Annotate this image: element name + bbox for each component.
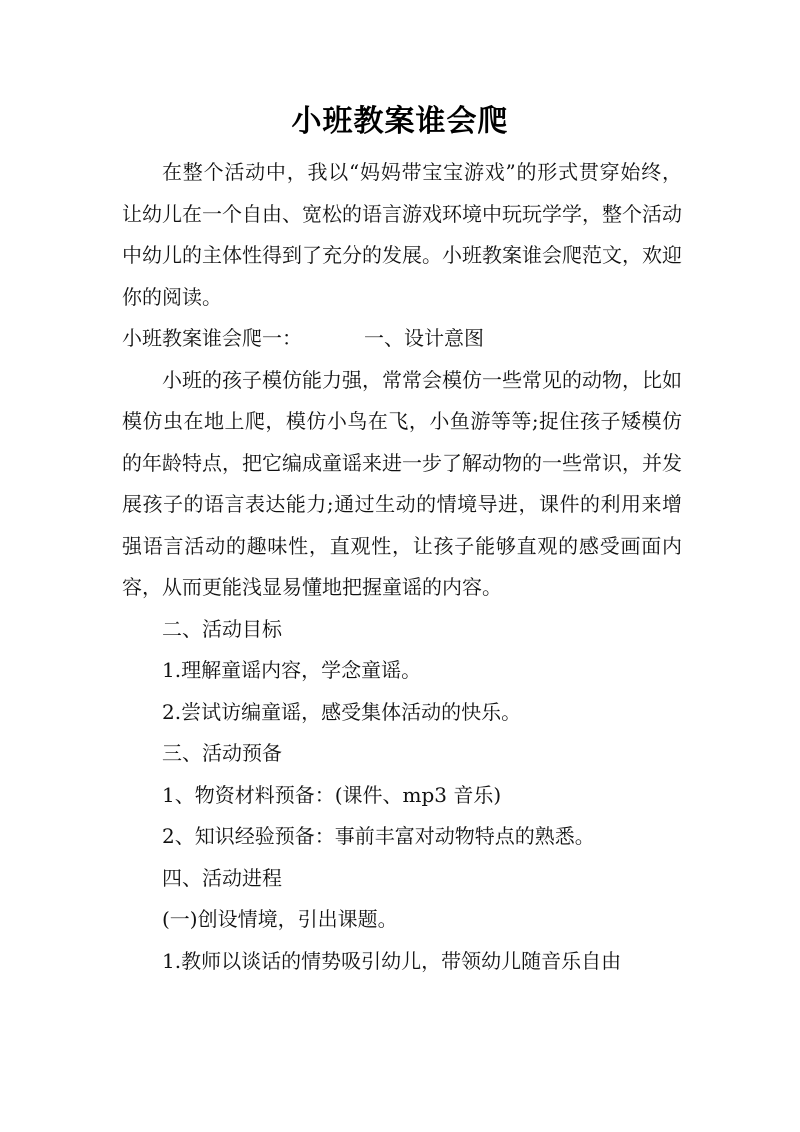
design-intent-paragraph: 小班的孩子模仿能力强，常常会模仿一些常见的动物，比如模仿虫在地上爬，模仿小鸟在飞，小鱼游等等;捉住孩子矮模仿的年龄特点，把它编成童谣来进一步了解动物的一些常识，并发展孩子的语言表达能力;通过生动的情境导进，课件的利用来增强语言活动的趣味性，直观性，让孩子能够直观的感受画面内容，从而更能浅显易懂地把握童谣的内容。 (122, 367, 682, 599)
goal-item-2: 2.尝试访编童谣，感受集体活动的快乐。 (162, 699, 522, 724)
section-heading-line (122, 318, 682, 360)
document-title: 小班教案谁会爬 (291, 104, 509, 139)
intro-paragraph: 在整个活动中，我以“妈妈带宝宝游戏”的形式贯穿始终，让幼儿在一个自由、宽松的语言游戏环境中玩玩学学，整个活动中幼儿的主体性得到了充分的发展。小班教案谁会爬范文，欢迎你的阅读。 (122, 160, 682, 309)
prep-item-1: 1、物资材料预备：(课件、mp3 音乐) (162, 782, 502, 807)
process-heading: 四、活动进程 (162, 865, 282, 890)
document-body (122, 152, 682, 982)
step-1-item-1: 1.教师以谈话的情势吸引幼儿，带领幼儿随音乐自由 (162, 948, 622, 973)
prep-heading: 三、活动预备 (162, 741, 282, 765)
goals-heading: 二、活动目标 (162, 616, 282, 641)
prep-item-2: 2、知识经验预备：事前丰富对动物特点的熟悉。 (162, 824, 595, 848)
goal-item-1: 1.理解童谣内容，学念童谣。 (162, 658, 422, 682)
design-intent-heading: 一、设计意图 (364, 326, 484, 350)
section-title: 小班教案谁会爬一： (122, 326, 302, 350)
step-1-heading: (一)创设情境，引出课题。 (162, 907, 398, 931)
